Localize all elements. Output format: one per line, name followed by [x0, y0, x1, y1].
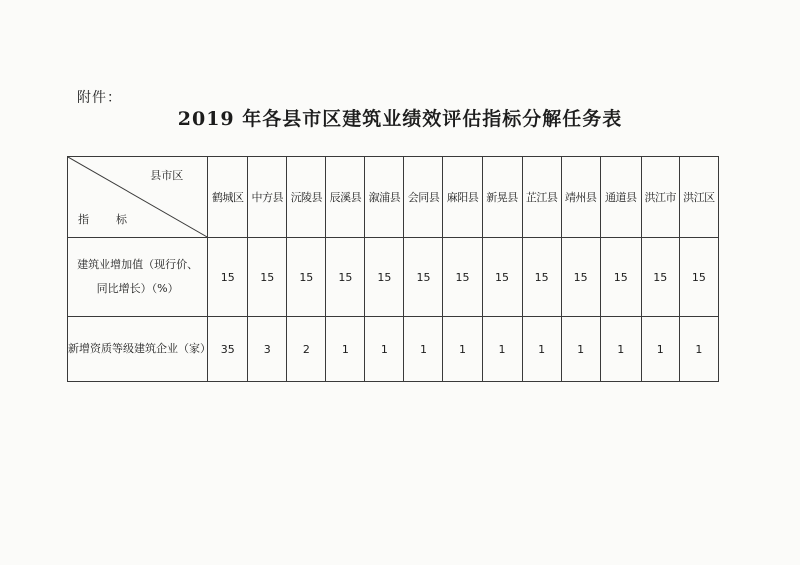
table-header-row — [68, 157, 719, 238]
column-header: 新晃县 — [482, 157, 522, 238]
table-cell: 15 — [679, 238, 718, 317]
column-header: 通道县 — [600, 157, 641, 238]
table-cell: 15 — [208, 238, 248, 317]
column-header: 辰溪县 — [326, 157, 365, 238]
column-header: 鹤城区 — [208, 157, 248, 238]
table-cell: 1 — [600, 317, 641, 382]
task-table — [67, 156, 719, 382]
table-cell: 1 — [482, 317, 522, 382]
table-cell: 2 — [287, 317, 326, 382]
table-cell: 15 — [248, 238, 287, 317]
table-cell: 15 — [522, 238, 561, 317]
column-header: 溆浦县 — [365, 157, 404, 238]
table-cell: 15 — [443, 238, 482, 317]
table-cell: 15 — [641, 238, 679, 317]
table-cell: 15 — [600, 238, 641, 317]
column-header: 芷江县 — [522, 157, 561, 238]
table-row — [68, 238, 719, 317]
row-label-line: 同比增长）（%） — [96, 282, 179, 295]
table-cell: 1 — [679, 317, 718, 382]
column-header: 洪江市 — [641, 157, 679, 238]
column-header: 洪江区 — [679, 157, 718, 238]
table-cell: 15 — [287, 238, 326, 317]
table-cell: 15 — [561, 238, 600, 317]
attachment-label: 附件： — [77, 90, 122, 106]
corner-county-label: 县市区 — [150, 169, 184, 182]
column-header: 麻阳县 — [443, 157, 482, 238]
document-title: 2019 年各县市区建筑业绩效评估指标分解任务表 — [177, 108, 623, 130]
table-cell: 1 — [326, 317, 365, 382]
table-cell: 1 — [561, 317, 600, 382]
table-cell: 15 — [365, 238, 404, 317]
table-cell: 15 — [326, 238, 365, 317]
row-label — [68, 317, 211, 382]
column-header: 靖州县 — [561, 157, 600, 238]
table-corner-cell — [68, 157, 208, 238]
table-cell: 15 — [482, 238, 522, 317]
table-cell: 1 — [641, 317, 679, 382]
row-label-line: 建筑业增加值（现行价、 — [77, 258, 199, 271]
table-cell: 1 — [404, 317, 443, 382]
table-row — [68, 317, 719, 382]
column-header: 中方县 — [248, 157, 287, 238]
corner-indicator-label: 指 标 — [78, 213, 135, 226]
table-cell: 1 — [365, 317, 404, 382]
table-cell: 15 — [404, 238, 443, 317]
column-header: 会同县 — [404, 157, 443, 238]
row-label-line: 新增资质等级建筑企业（家） — [68, 342, 211, 355]
table-cell: 35 — [208, 317, 248, 382]
table-cell: 1 — [522, 317, 561, 382]
table-cell: 3 — [248, 317, 287, 382]
row-label — [68, 238, 208, 317]
table-cell: 1 — [443, 317, 482, 382]
column-header: 沅陵县 — [287, 157, 326, 238]
